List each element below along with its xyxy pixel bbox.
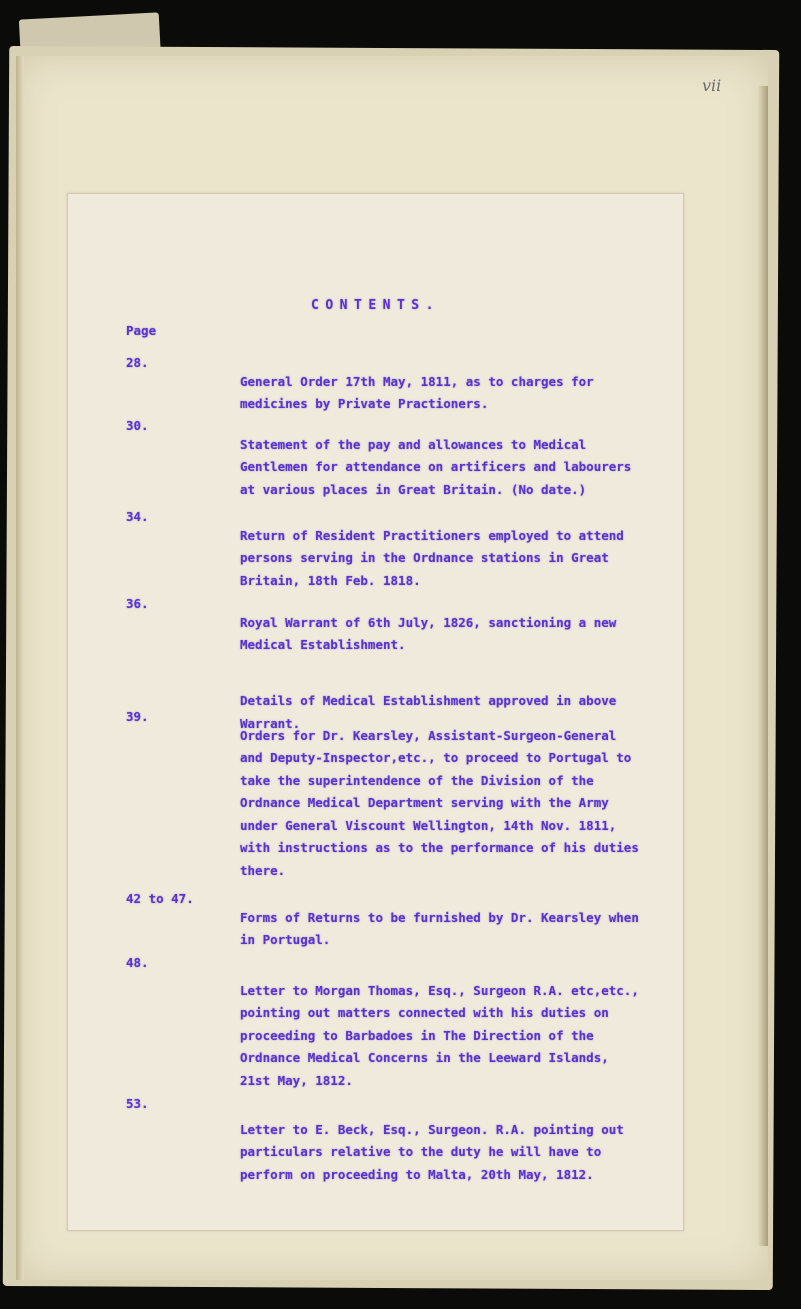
entry-text-secondary: Details of Medical Establishment approved in above Warrant. — [240, 693, 617, 731]
entry-page-number: 48. — [126, 955, 149, 970]
folio-number: vii — [702, 76, 722, 95]
entry-page-number: 36. — [126, 596, 149, 611]
book-page — [16, 56, 768, 1280]
page-fore-edge — [758, 86, 768, 1246]
page-column-label: Page — [126, 323, 157, 338]
entry-text: General Order 17th May, 1811, as to charges for medicines by Private Practioners. — [240, 373, 594, 411]
entry-page-number: 34. — [126, 509, 149, 524]
page-binding-edge — [16, 56, 24, 1280]
entry-text: Forms of Returns to be furnished by Dr. Kearsley when in Portugal. — [240, 909, 639, 947]
entry-page-number: 28. — [126, 355, 149, 370]
pasted-contents-sheet — [67, 193, 684, 1231]
entry-page-number: 30. — [126, 418, 149, 433]
entry-page-number: 42 to 47. — [126, 891, 194, 906]
entry-description — [240, 1096, 660, 1220]
entry-text: Orders for Dr. Kearsley, Assistant-Surgeon-General and Deputy-Inspector,etc., to proceed to Portugal to take the superintendence of the Division of the Ordnance Medical Department serving with the Army under General Viscount Wellington, 14th Nov. 1811, with instructions as to the performance of his duties there. — [240, 727, 639, 878]
entry-page-number: 53. — [126, 1096, 149, 1111]
entry-text: Statement of the pay and allowances to Medical Gentlemen for attendance on artificers and labourers at various places in Great Britain. (No date.) — [240, 436, 632, 497]
entry-text: Letter to Morgan Thomas, Esq., Surgeon R.A. etc,etc., pointing out matters connected with his duties on proceeding to Barbadoes in The Direction of the Ordnance Medical Concerns in the Leeward Islands, 21st May, 1812. — [240, 982, 639, 1088]
entry-page-number: 39. — [126, 709, 149, 724]
contents-heading: CONTENTS. — [311, 298, 440, 313]
entry-text: Return of Resident Practitioners employed to attend persons serving in the Ordnance stations in Great Britain, 18th Feb. 1818. — [240, 527, 624, 588]
entry-text: Letter to E. Beck, Esq., Surgeon. R.A. pointing out particulars relative to the duty he will have to perform on proceeding to Malta, 20th May, 1812. — [240, 1121, 624, 1182]
entry-text: Royal Warrant of 6th July, 1826, sanctioning a new Medical Establishment. — [240, 614, 617, 652]
